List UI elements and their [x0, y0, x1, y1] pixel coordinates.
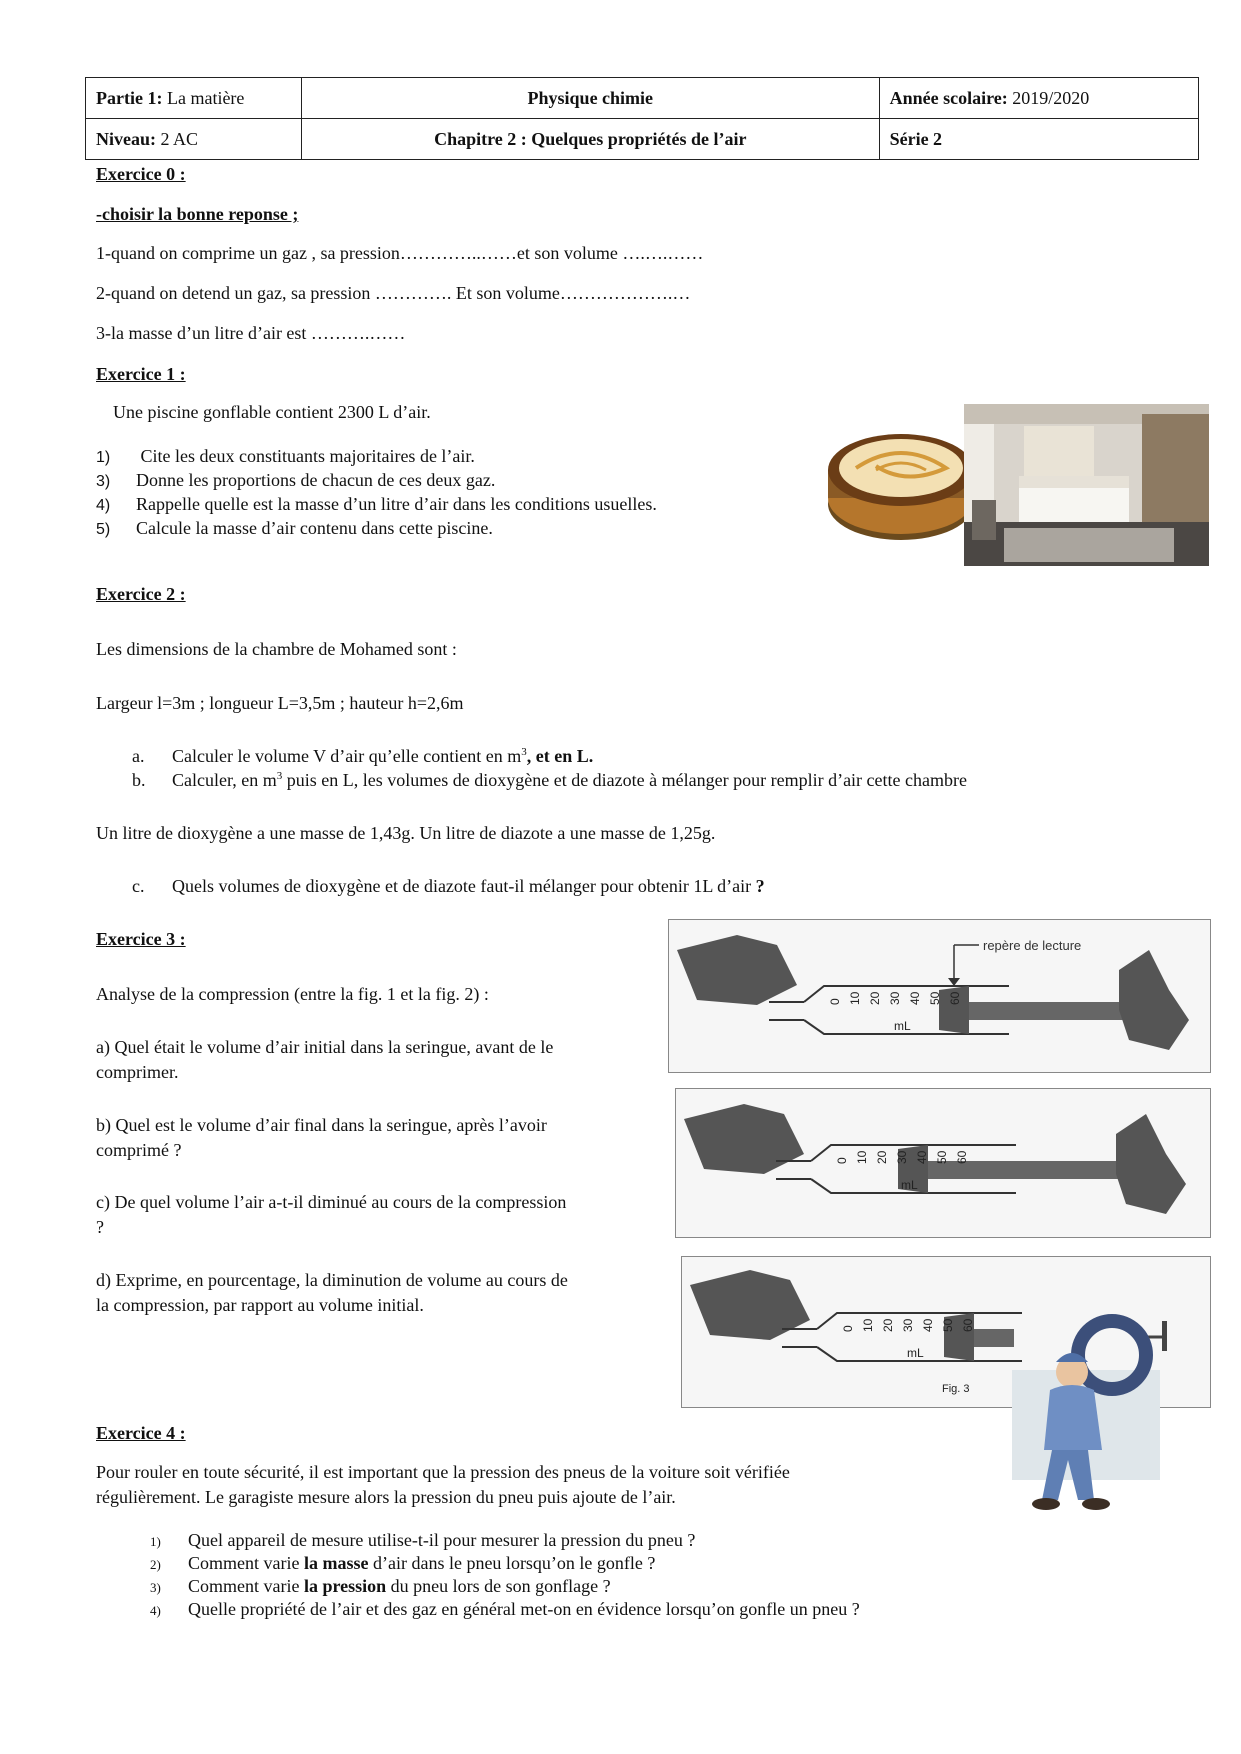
unit-label: mL	[907, 1346, 924, 1360]
ex3-d-line1: d) Exprime, en pourcentage, la diminution de volume au cours de	[96, 1270, 568, 1290]
scale-tick-label: 40	[915, 1150, 929, 1164]
ex3-d-line2: la compression, par rapport au volume initial.	[96, 1295, 424, 1315]
chapitre-cell: Chapitre 2 : Quelques propriétés de l’air	[302, 119, 880, 160]
header-table	[85, 77, 1199, 160]
ex2-question-b: b. Calculer, en $m^3$ puis en L, les volumes de dioxygène et de diazote à mélanger pour remplir d’air cette chambre	[132, 770, 967, 790]
unit-label: mL	[901, 1178, 918, 1192]
ex1-item: 5) Calcule la masse d’air contenu dans cette piscine.	[96, 518, 493, 538]
ex1-item: 4) Rappelle quelle est la masse d’un litre d’air dans les conditions usuelles.	[96, 494, 657, 514]
scale-tick-label: 60	[955, 1150, 969, 1164]
ex2-dimensions: Largeur l=3m ; longueur L=3,5m ; hauteur h=2,6m	[96, 693, 464, 713]
scale-tick-label: 30	[895, 1150, 909, 1164]
ex0-item-2: 2-quand on detend un gaz, sa pression …………. Et son volume……………….…	[96, 283, 691, 303]
scale-tick-label: 0	[828, 998, 842, 1005]
ex2-question-c: c. Quels volumes de dioxygène et de diazote faut-il mélanger pour obtenir 1L d’air ?	[132, 876, 765, 896]
scale-tick-label: 10	[848, 991, 862, 1005]
ex4-title: Exercice 4 :	[96, 1423, 186, 1443]
scale-tick-label: 40	[921, 1318, 935, 1332]
subject-cell: Physique chimie	[302, 78, 880, 119]
ex1-item: 1) Cite les deux constituants majoritaires de l’air.	[96, 446, 475, 466]
scale-tick-label: 30	[888, 991, 902, 1005]
annee-cell: Année scolaire: 2019/2020	[879, 78, 1198, 119]
ex3-c-line1: c) De quel volume l’air a-t-il diminué au cours de la compression	[96, 1192, 567, 1212]
scale-tick-label: 0	[841, 1325, 855, 1332]
syringe-figure-2	[675, 1088, 1211, 1238]
ex2-title: Exercice 2 :	[96, 584, 186, 604]
scale-tick-label: 60	[961, 1318, 975, 1332]
ex1-item: 3) Donne les proportions de chacun de ces deux gaz.	[96, 470, 496, 490]
ex4-item: 1) Quel appareil de mesure utilise-t-il pour mesurer la pression du pneu ?	[150, 1530, 696, 1550]
scale-tick-label: 60	[948, 991, 962, 1005]
ex3-intro: Analyse de la compression (entre la fig. 1 et la fig. 2) :	[96, 984, 489, 1004]
ex1-intro: Une piscine gonflable contient 2300 L d’air.	[113, 402, 431, 422]
scale-tick-label: 10	[855, 1150, 869, 1164]
ex0-item-3: 3-la masse d’un litre d’air est ……….……	[96, 323, 406, 343]
ex2-question-a: a. Calculer le volume V d’air qu’elle contient en $m^3$, et en L.	[132, 746, 594, 766]
scale-tick-label: 40	[908, 991, 922, 1005]
syringe-figure-1	[668, 919, 1211, 1073]
ex4-intro-line2: régulièrement. Le garagiste mesure alors la pression du pneu puis ajoute de l’air.	[96, 1487, 676, 1507]
ex3-a-line2: comprimer.	[96, 1062, 179, 1082]
scale-tick-label: 20	[881, 1318, 895, 1332]
unit-label: mL	[894, 1019, 911, 1033]
ex4-intro-line1: Pour rouler en toute sécurité, il est important que la pression des pneus de la voiture soit vérifiée	[96, 1462, 790, 1482]
scale-tick-label: 50	[928, 991, 942, 1005]
ex4-item: 4) Quelle propriété de l’air et des gaz en général met-on en évidence lorsqu’on gonfle un pneu ?	[150, 1599, 860, 1619]
ex4-item: 3) Comment varie la pression du pneu lors de son gonflage ?	[150, 1576, 611, 1596]
scale-tick-label: 10	[861, 1318, 875, 1332]
ex2-intro: Les dimensions de la chambre de Mohamed sont :	[96, 639, 457, 659]
scale-tick-label: 50	[935, 1150, 949, 1164]
ex3-b-line1: b) Quel est le volume d’air final dans la seringue, après l’avoir	[96, 1115, 547, 1135]
mechanic-image	[1012, 1310, 1160, 1520]
ex1-title: Exercice 1 :	[96, 364, 186, 384]
ex0-title: Exercice 0 :	[96, 164, 186, 184]
ex3-a-line1: a) Quel était le volume d’air initial dans la seringue, avant de le	[96, 1037, 554, 1057]
serie-cell: Série 2	[879, 119, 1198, 160]
ex3-c-line2: ?	[96, 1217, 104, 1237]
bedroom-image	[964, 404, 1209, 566]
ex2-masses: Un litre de dioxygène a une masse de 1,43g. Un litre de diazote a une masse de 1,25g.	[96, 823, 716, 843]
scale-tick-label: 50	[941, 1318, 955, 1332]
scale-tick-label: 20	[875, 1150, 889, 1164]
ex0-instruction: -choisir la bonne reponse ;	[96, 204, 299, 224]
niveau-cell: Niveau: 2 AC	[86, 119, 302, 160]
reading-mark-label: repère de lecture	[983, 938, 1082, 953]
ex3-b-line2: comprimé ?	[96, 1140, 182, 1160]
scale-tick-label: 30	[901, 1318, 915, 1332]
ex4-item: 2) Comment varie la masse d’air dans le pneu lorsqu’on le gonfle ?	[150, 1553, 656, 1573]
partie-cell: Partie 1: La matière	[86, 78, 302, 119]
fig3-caption: Fig. 3	[942, 1383, 970, 1395]
ex3-title: Exercice 3 :	[96, 929, 186, 949]
scale-tick-label: 20	[868, 991, 882, 1005]
ex0-item-1: 1-quand on comprime un gaz , sa pression…………..……et son volume ….….……	[96, 243, 704, 263]
inflatable-pool-image	[826, 412, 976, 562]
scale-tick-label: 0	[835, 1157, 849, 1164]
